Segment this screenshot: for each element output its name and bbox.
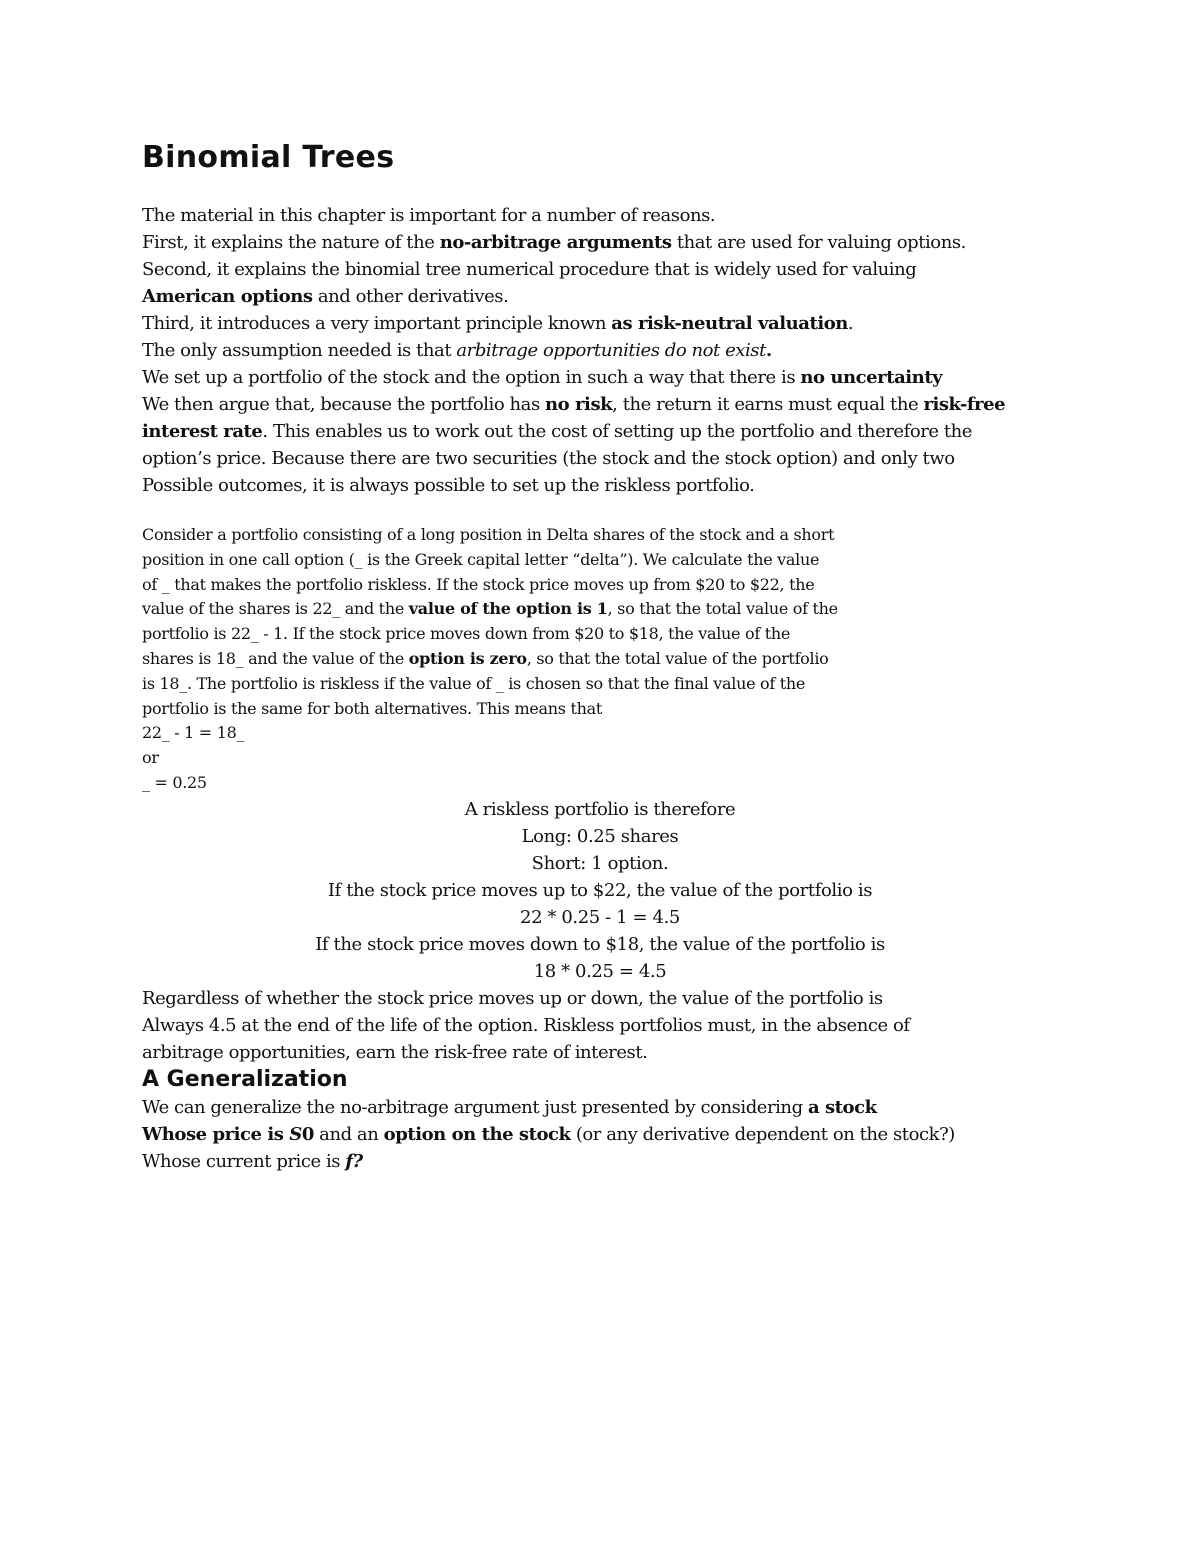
page-title: Binomial Trees — [142, 140, 395, 175]
intro-line: Possible outcomes, it is always possible to set up the riskless portfolio. — [142, 475, 755, 496]
centered-line: Short: 1 option. — [531, 852, 669, 874]
conclusion-paragraph — [142, 985, 1072, 1066]
centered-line: If the stock price moves down to $18, the value of the portfolio is — [315, 933, 885, 955]
intro-section — [142, 202, 1072, 499]
paragraph-line: value of the shares is 22_ and the value of the option is 1, so that the total value of the — [142, 599, 838, 619]
intro-line: interest rate. This enables us to work out the cost of setting up the portfolio and therefore the — [142, 421, 972, 442]
paragraph-line: of _ that makes the portfolio riskless. If the stock price moves up from $20 to $22, the — [142, 574, 815, 594]
equation-line: 22_ - 1 = 18_ — [142, 723, 245, 743]
equation-line: _ = 0.25 — [142, 772, 207, 792]
intro-line: option’s price. Because there are two securities (the stock and the stock option) and only two — [142, 448, 955, 469]
paragraph-line: position in one call option (_ is the Greek capital letter “delta”). We calculate the value — [142, 549, 820, 569]
centered-equation: 18 * 0.25 = 4.5 — [533, 960, 667, 982]
paragraph-line: Regardless of whether the stock price moves up or down, the value of the portfolio is — [142, 987, 883, 1009]
paragraph-line: Whose current price is f? — [142, 1150, 363, 1172]
intro-line: The only assumption needed is that arbitrage opportunities do not exist. — [142, 340, 772, 361]
generalization-paragraph — [142, 1094, 1072, 1175]
intro-line: Second, it explains the binomial tree numerical procedure that is widely used for valuing — [142, 259, 917, 280]
centered-line: If the stock price moves up to $22, the value of the portfolio is — [327, 879, 873, 901]
centered-line: Long: 0.25 shares — [521, 825, 679, 847]
intro-line: The material in this chapter is important for a number of reasons. — [142, 205, 716, 226]
paragraph-line: arbitrage opportunities, earn the risk-free rate of interest. — [142, 1041, 648, 1063]
paragraph-line: We can generalize the no-arbitrage argument just presented by considering a stock — [142, 1096, 877, 1118]
intro-line: We set up a portfolio of the stock and the option in such a way that there is no uncertainty — [142, 367, 943, 388]
intro-line: First, it explains the nature of the no-arbitrage arguments that are used for valuing options. — [142, 232, 966, 253]
paragraph-line: portfolio is the same for both alternatives. This means that — [142, 698, 602, 718]
section-heading: A Generalization — [142, 1066, 348, 1092]
paragraph-line: portfolio is 22_ - 1. If the stock price moves down from $20 to $18, the value of the — [142, 624, 791, 644]
delta-paragraph — [142, 523, 1072, 796]
centered-line: A riskless portfolio is therefore — [464, 798, 736, 820]
intro-line: American options and other derivatives. — [142, 286, 509, 307]
document-content — [142, 138, 1072, 1175]
riskless-portfolio-block — [142, 796, 1058, 985]
paragraph-line: shares is 18_ and the value of the option is zero, so that the total value of the portfolio — [142, 648, 829, 668]
paragraph-line: Consider a portfolio consisting of a long position in Delta shares of the stock and a short — [142, 525, 835, 544]
centered-equation: 22 * 0.25 - 1 = 4.5 — [520, 906, 680, 928]
intro-line: We then argue that, because the portfolio has no risk, the return it earns must equal the risk-free — [142, 394, 1006, 415]
paragraph-line: Always 4.5 at the end of the life of the option. Riskless portfolios must, in the absence of — [142, 1014, 910, 1036]
paragraph-line: or — [142, 748, 159, 768]
paragraph-line: is 18_. The portfolio is riskless if the value of _ is chosen so that the final value of the — [142, 673, 806, 693]
intro-line: Third, it introduces a very important principle known as risk-neutral valuation. — [142, 313, 854, 334]
paragraph-line: Whose price is S0 and an option on the stock (or any derivative dependent on the stock?) — [142, 1123, 955, 1145]
